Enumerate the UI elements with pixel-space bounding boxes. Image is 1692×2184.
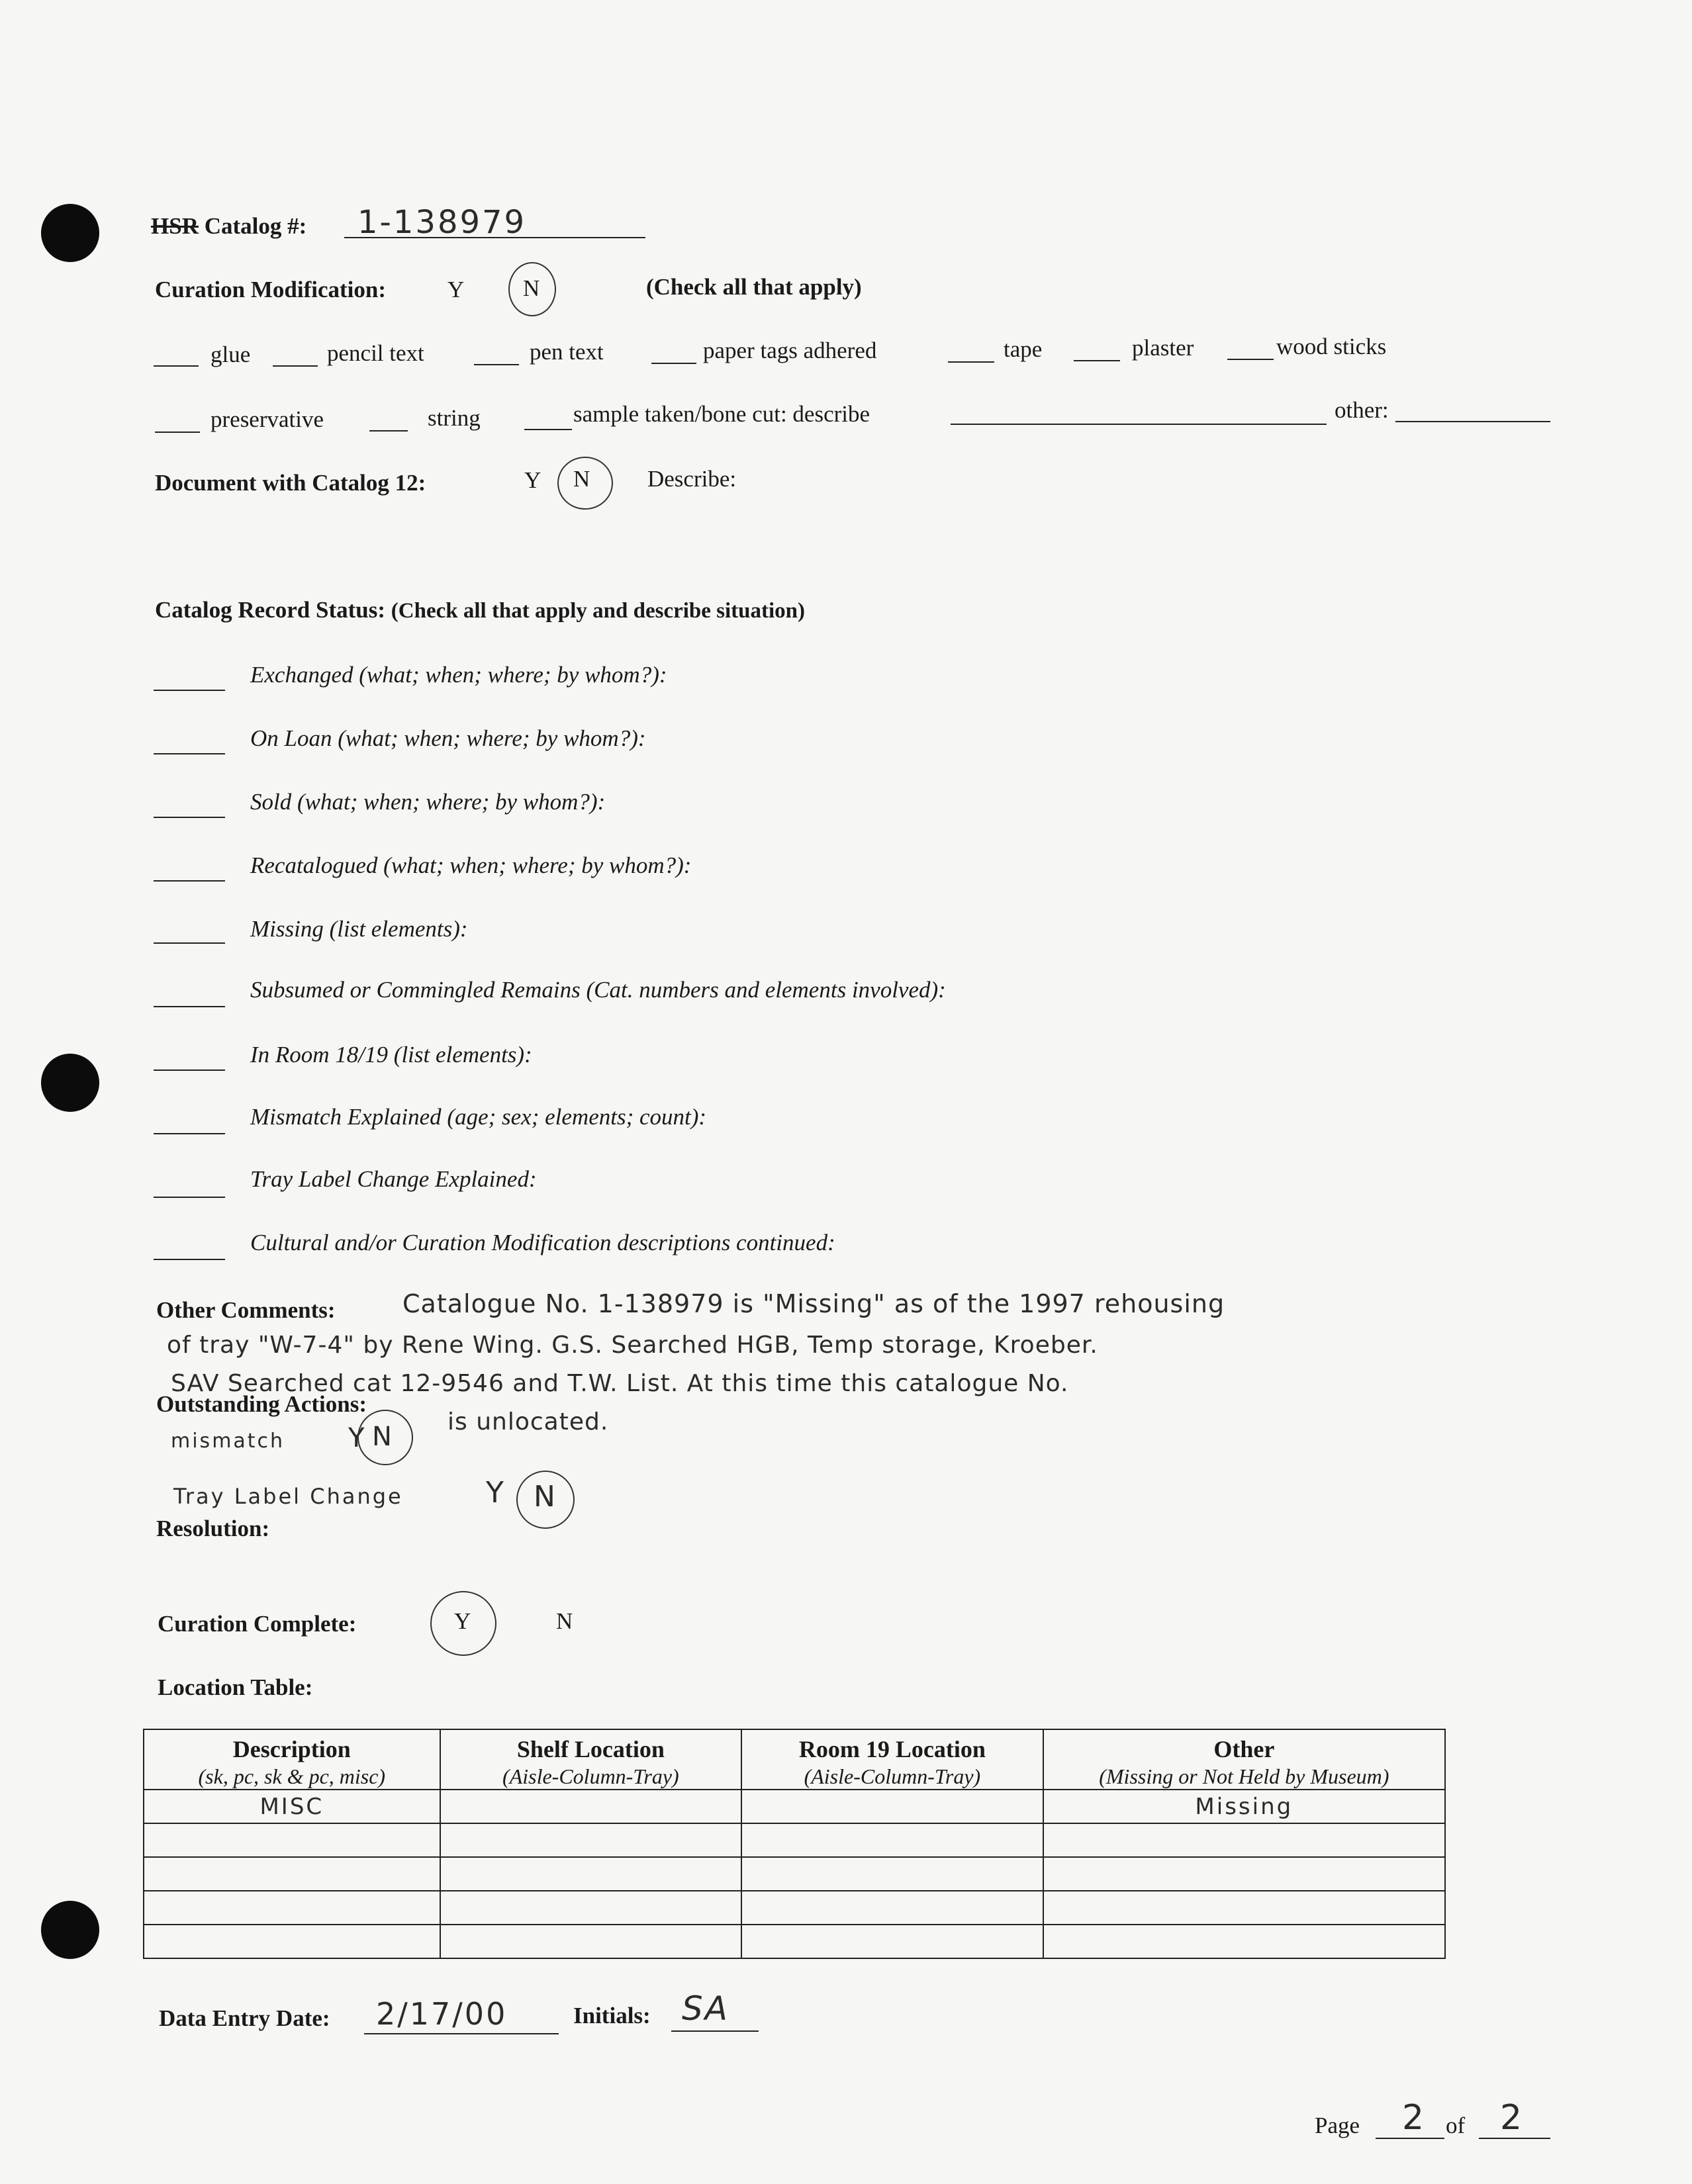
table-cell[interactable] <box>741 1857 1043 1891</box>
mismatch-no[interactable]: N <box>372 1422 394 1452</box>
option-string: string <box>428 405 481 431</box>
table-cell[interactable] <box>440 1925 742 1958</box>
option-pencil-text: pencil text <box>327 340 424 366</box>
record-status-instruction: (Check all that apply and describe situation) <box>391 599 806 623</box>
column-subtitle: (Aisle-Column-Tray) <box>804 1764 981 1788</box>
location-table-label: Location Table: <box>158 1674 313 1700</box>
record-status-label: Catalog Record Status: <box>155 597 386 623</box>
binder-hole-middle <box>41 1054 99 1112</box>
option-sample-taken: sample taken/bone cut: describe <box>573 401 870 427</box>
checkbox-string[interactable] <box>369 430 408 432</box>
resolution-label: Resolution: <box>156 1516 270 1541</box>
catalog-number-value: 1-138979 <box>357 204 527 241</box>
sample-describe-field[interactable] <box>951 424 1327 425</box>
cell-value: MISC <box>259 1793 324 1820</box>
outstanding-actions-label: Outstanding Actions: <box>156 1391 367 1417</box>
catalog-number-label <box>151 213 306 240</box>
option-wood-sticks: wood sticks <box>1276 334 1387 359</box>
table-row <box>144 1857 1445 1891</box>
checkbox-paper-tags[interactable] <box>651 363 696 364</box>
tray-label-change-label: Tray Label Change <box>173 1484 403 1509</box>
document-catalog12-describe: Describe: <box>647 466 737 492</box>
document-catalog12-yes[interactable]: Y <box>524 467 541 493</box>
curation-modification-yes[interactable]: Y <box>447 277 465 302</box>
table-cell[interactable] <box>1043 1857 1445 1891</box>
table-cell[interactable] <box>741 1891 1043 1925</box>
status-checkbox-tray-label[interactable] <box>154 1197 225 1198</box>
column-title: Description <box>232 1736 351 1762</box>
page-current-field[interactable] <box>1376 2138 1444 2139</box>
column-subtitle: (Missing or Not Held by Museum) <box>1099 1764 1389 1788</box>
column-header-other <box>1043 1729 1445 1790</box>
page-total-field[interactable] <box>1479 2138 1550 2139</box>
status-cultural: Cultural and/or Curation Modification descriptions continued: <box>250 1230 835 1255</box>
comment-line-2: of tray "W-7-4" by Rene Wing. G.S. Searched HGB, Temp storage, Kroeber. <box>167 1332 1098 1359</box>
column-subtitle: (Aisle-Column-Tray) <box>502 1764 679 1788</box>
status-room-18-19: In Room 18/19 (list elements): <box>250 1042 532 1068</box>
table-row <box>144 1925 1445 1958</box>
curation-modification-no[interactable]: N <box>523 275 540 301</box>
checkbox-pencil-text[interactable] <box>273 365 318 367</box>
comment-line-4: is unlocated. <box>447 1408 609 1435</box>
checkbox-tape[interactable] <box>948 361 994 363</box>
location-table <box>143 1729 1446 1959</box>
status-checkbox-missing[interactable] <box>154 942 225 944</box>
option-paper-tags: paper tags adhered <box>703 338 877 363</box>
page-current-value: 2 <box>1402 2098 1427 2138</box>
table-cell[interactable] <box>440 1891 742 1925</box>
column-title: Room 19 Location <box>798 1736 986 1762</box>
page-label: Page <box>1315 2113 1360 2138</box>
table-cell[interactable] <box>1043 1823 1445 1857</box>
location-table-header <box>144 1729 1445 1790</box>
table-row <box>144 1891 1445 1925</box>
table-cell[interactable] <box>1043 1790 1445 1823</box>
other-comments-label: Other Comments: <box>156 1297 336 1323</box>
table-cell[interactable] <box>440 1857 742 1891</box>
status-checkbox-sold[interactable] <box>154 817 225 818</box>
option-pen-text: pen text <box>530 339 604 365</box>
table-row <box>144 1790 1445 1823</box>
binder-hole-top <box>41 204 99 262</box>
column-title: Other <box>1213 1736 1275 1762</box>
table-cell[interactable] <box>1043 1891 1445 1925</box>
data-entry-date-field[interactable] <box>364 2033 559 2034</box>
status-checkbox-subsumed[interactable] <box>154 1006 225 1007</box>
status-on-loan: On Loan (what; when; where; by whom?): <box>250 725 646 751</box>
option-other: other: <box>1335 397 1389 423</box>
checkbox-wood-sticks[interactable] <box>1227 359 1274 360</box>
status-exchanged: Exchanged (what; when; where; by whom?): <box>250 662 667 688</box>
initials-value: SA <box>682 1989 729 2028</box>
record-status-header <box>155 597 805 623</box>
table-cell[interactable] <box>144 1891 440 1925</box>
curation-complete-no[interactable]: N <box>556 1608 573 1634</box>
status-recatalogued: Recatalogued (what; when; where; by whom?): <box>250 852 692 878</box>
checkbox-sample-taken[interactable] <box>524 429 572 430</box>
mismatch-label: mismatch <box>171 1430 285 1453</box>
initials-field[interactable] <box>671 2030 759 2032</box>
page-of-label: of <box>1446 2113 1466 2138</box>
curation-complete-label: Curation Complete: <box>158 1611 357 1637</box>
table-cell[interactable] <box>741 1925 1043 1958</box>
status-checkbox-cultural[interactable] <box>154 1259 225 1260</box>
option-plaster: plaster <box>1132 335 1194 361</box>
status-tray-label: Tray Label Change Explained: <box>250 1166 537 1192</box>
catalog-label-text: Catalog #: <box>204 213 307 239</box>
table-cell[interactable] <box>741 1823 1043 1857</box>
table-cell[interactable] <box>144 1823 440 1857</box>
status-sold: Sold (what; when; where; by whom?): <box>250 789 606 815</box>
table-cell[interactable] <box>741 1790 1043 1823</box>
status-checkbox-mismatch[interactable] <box>154 1133 225 1134</box>
table-cell[interactable] <box>144 1925 440 1958</box>
status-checkbox-exchanged[interactable] <box>154 690 225 691</box>
data-entry-date-value: 2/17/00 <box>376 1996 508 2032</box>
checkbox-plaster[interactable] <box>1074 360 1120 361</box>
status-subsumed: Subsumed or Commingled Remains (Cat. numbers and elements involved): <box>250 977 946 1003</box>
table-cell[interactable] <box>144 1790 440 1823</box>
option-glue: glue <box>211 341 251 367</box>
tray-label-change-yes[interactable]: Y <box>486 1476 506 1510</box>
comment-line-3: SAV Searched cat 12-9546 and T.W. List. At this time this catalogue No. <box>171 1370 1069 1397</box>
document-catalog12-label: Document with Catalog 12: <box>155 470 426 496</box>
status-checkbox-on-loan[interactable] <box>154 753 225 754</box>
column-header-room19-location <box>741 1729 1043 1790</box>
status-mismatch: Mismatch Explained (age; sex; elements; count): <box>250 1104 707 1130</box>
table-cell[interactable] <box>144 1857 440 1891</box>
column-title: Shelf Location <box>516 1736 665 1762</box>
status-checkbox-recatalogued[interactable] <box>154 880 225 882</box>
column-header-shelf-location <box>440 1729 742 1790</box>
tray-label-change-no[interactable]: N <box>534 1480 557 1514</box>
curation-modification-label: Curation Modification: <box>155 277 387 302</box>
status-missing: Missing (list elements): <box>250 916 468 942</box>
column-subtitle: (sk, pc, sk & pc, misc) <box>198 1764 386 1788</box>
document-catalog12-no[interactable]: N <box>573 466 590 492</box>
curation-complete-yes[interactable]: Y <box>454 1608 471 1634</box>
binder-hole-bottom <box>41 1901 99 1959</box>
mismatch-yes[interactable]: Y <box>348 1423 367 1453</box>
checkbox-pen-text[interactable] <box>474 364 519 365</box>
column-header-description <box>144 1729 440 1790</box>
option-tape: tape <box>1004 336 1043 362</box>
status-checkbox-room-18-19[interactable] <box>154 1069 225 1071</box>
table-row <box>144 1823 1445 1857</box>
other-field[interactable] <box>1395 421 1550 422</box>
table-cell[interactable] <box>440 1790 742 1823</box>
page-total-value: 2 <box>1500 2098 1525 2138</box>
catalog-label-struck: HSR <box>151 213 199 239</box>
cell-value: Missing <box>1195 1793 1293 1820</box>
comment-line-1: Catalogue No. 1-138979 is "Missing" as of the 1997 rehousing <box>402 1289 1225 1318</box>
data-entry-date-label: Data Entry Date: <box>159 2005 330 2031</box>
curation-modification-instruction: (Check all that apply) <box>646 274 862 300</box>
table-cell[interactable] <box>1043 1925 1445 1958</box>
checkbox-preservative[interactable] <box>155 432 200 433</box>
checkbox-glue[interactable] <box>154 365 199 367</box>
table-cell[interactable] <box>440 1823 742 1857</box>
initials-label: Initials: <box>573 2003 651 2028</box>
option-preservative: preservative <box>211 406 324 432</box>
